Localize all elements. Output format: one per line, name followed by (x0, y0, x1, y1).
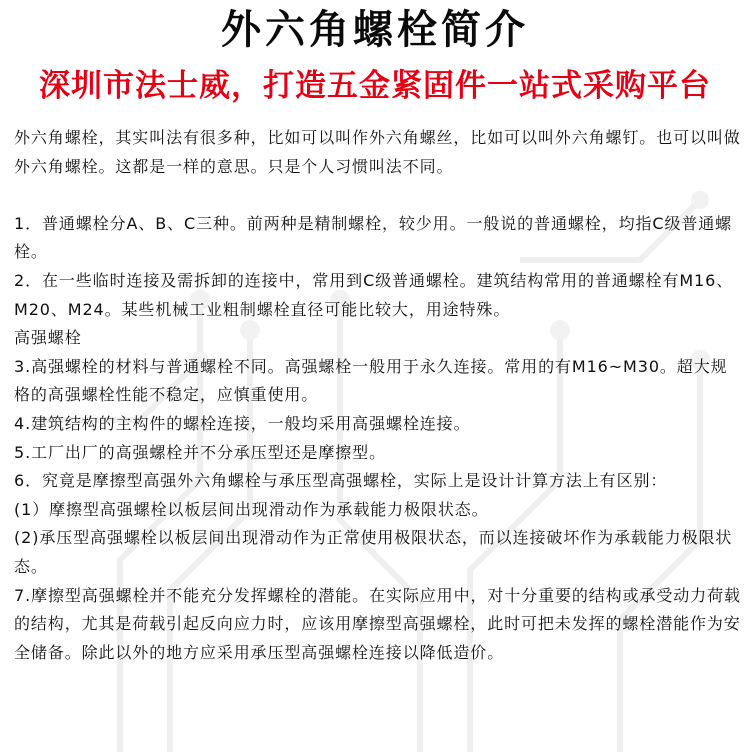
paragraph-2: 2．在一些临时连接及需拆卸的连接中，常用到C级普通螺栓。建筑结构常用的普通螺栓有M16、M20、M24。某些机械工业粗制螺栓直径可能比较大，用途特殊。 (14, 270, 734, 319)
article-body (14, 124, 744, 667)
paragraph-spacer (14, 181, 744, 210)
intro-paragraph: 外六角螺栓，其实叫法有很多种，比如可以叫作外六角螺丝，比如可以叫外六角螺钉。也可以叫做外六角螺栓。这都是一样的意思。只是个人习惯叫法不同。 (14, 128, 741, 176)
section-heading-high-strength: 高强螺栓 (14, 328, 82, 348)
paragraph-6: 6．究竟是摩擦型高强外六角螺栓与承压型高强螺栓，实际上是设计计算方法上有区别： (14, 471, 668, 491)
paragraph-7: 7.摩擦型高强螺栓并不能充分发挥螺栓的潜能。在实际应用中，对十分重要的结构或承受动力荷载的结构，尤其是荷载引起反向应力时，应该用摩擦型高强螺栓，此时可把未发挥的螺栓潜能作为安全储备。除此以外的地方应采用承压型高强螺栓连接以降低造价。 (14, 585, 741, 662)
paragraph-4: 4.建筑结构的主构件的螺栓连接，一般均采用高强螺栓连接。 (14, 413, 471, 433)
page-title: 外六角螺栓简介 (221, 7, 529, 53)
paragraph-1: 1．普通螺栓分A、B、C三种。前两种是精制螺栓，较少用。一般说的普通螺栓，均指C级普通螺栓。 (14, 213, 733, 262)
paragraph-6-item-2: (2)承压型高强螺栓以板层间出现滑动作为正常使用极限状态，而以连接破坏作为承载能力极限状态。 (14, 528, 733, 576)
paragraph-6-item-1: (1）摩擦型高强螺栓以板层间出现滑动作为承载能力极限状态。 (14, 499, 489, 519)
paragraph-5: 5.工厂出厂的高强螺栓并不分承压型还是摩擦型。 (14, 442, 386, 462)
paragraph-3: 3.高强螺栓的材料与普通螺栓不同。高强螺栓一般用于永久连接。常用的有M16~M30。超大规格的高强螺栓性能不稳定，应慎重使用。 (14, 356, 728, 405)
promo-subtitle: 深圳市法士威，打造五金紧固件一站式采购平台 (39, 68, 711, 104)
